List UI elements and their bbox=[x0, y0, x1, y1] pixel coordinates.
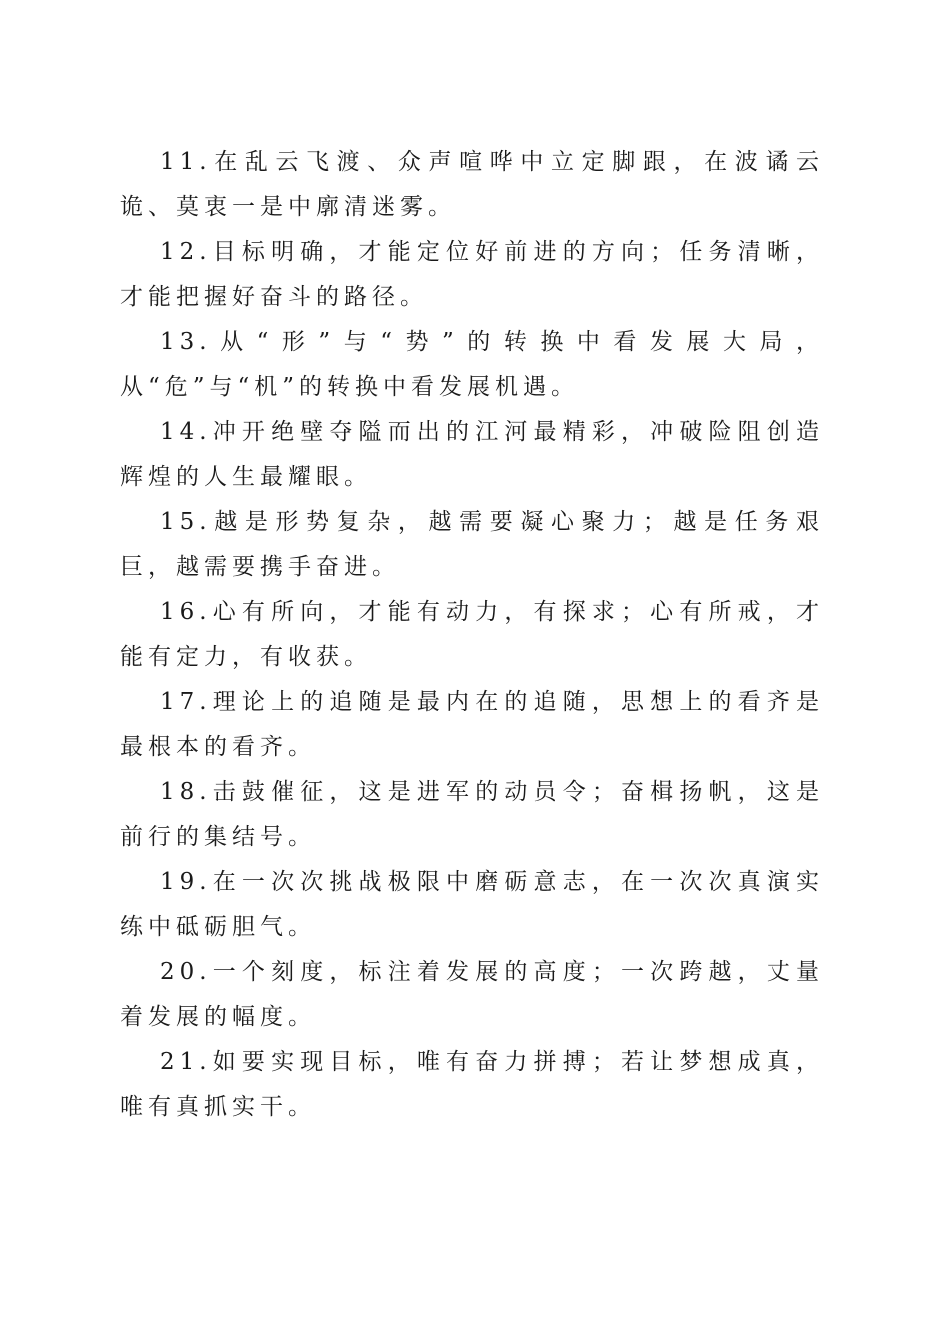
paragraph-13: 13.从“形”与“势”的转换中看发展大局，从“危”与“机”的转换中看发展机遇。 bbox=[120, 329, 824, 400]
paragraph-16: 16.心有所向，才能有动力，有探求；心有所戒，才能有定力，有收获。 bbox=[120, 599, 824, 670]
paragraph-19: 19.在一次次挑战极限中磨砺意志，在一次次真演实练中砥砺胆气。 bbox=[120, 869, 824, 940]
paragraph-14: 14.冲开绝壁夺隘而出的江河最精彩，冲破险阻创造辉煌的人生最耀眼。 bbox=[120, 419, 824, 490]
paragraph-12: 12.目标明确，才能定位好前进的方向；任务清晰，才能把握好奋斗的路径。 bbox=[120, 239, 824, 310]
paragraph-15: 15.越是形势复杂，越需要凝心聚力；越是任务艰巨，越需要携手奋进。 bbox=[120, 509, 824, 580]
paragraph-17: 17.理论上的追随是最内在的追随，思想上的看齐是最根本的看齐。 bbox=[120, 689, 824, 760]
paragraph-11: 11.在乱云飞渡、众声喧哗中立定脚跟，在波谲云诡、莫衷一是中廓清迷雾。 bbox=[120, 149, 824, 220]
document-body bbox=[120, 140, 824, 1130]
paragraph-20: 20.一个刻度，标注着发展的高度；一次跨越，丈量着发展的幅度。 bbox=[120, 959, 824, 1030]
paragraph-21: 21.如要实现目标，唯有奋力拼搏；若让梦想成真，唯有真抓实干。 bbox=[120, 1049, 824, 1120]
paragraph-18: 18.击鼓催征，这是进军的动员令；奋楫扬帆，这是前行的集结号。 bbox=[120, 779, 824, 850]
